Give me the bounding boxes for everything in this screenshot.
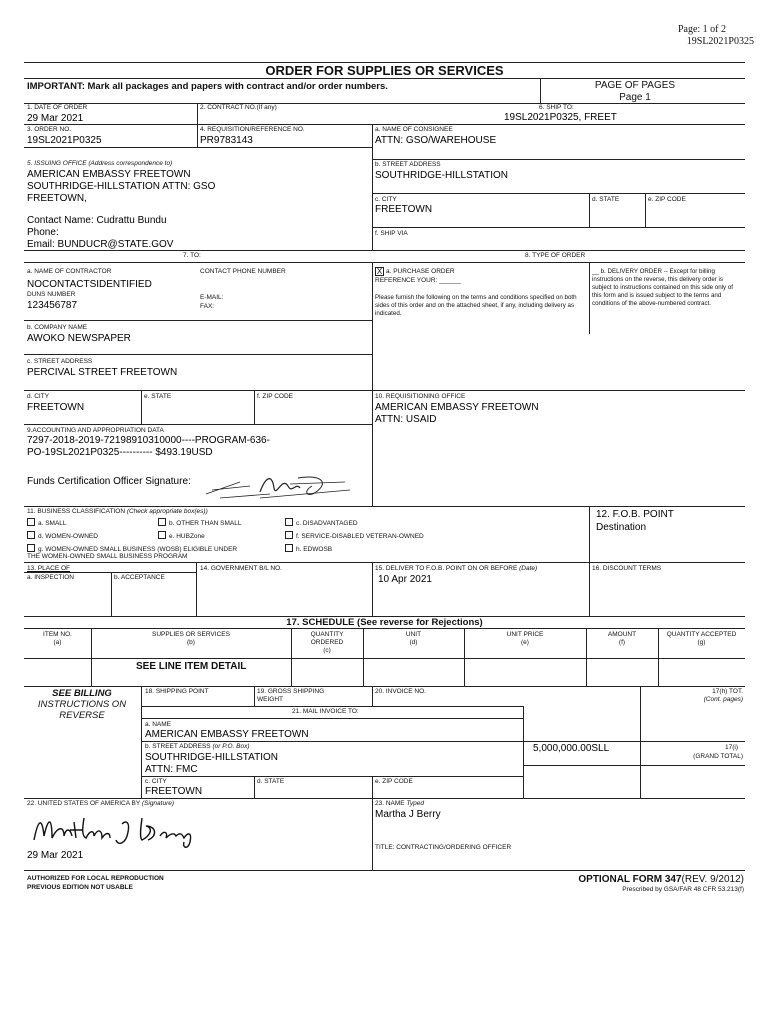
city-label: c. CITY (375, 196, 397, 203)
grand-total-label-1: 17(i) (724, 744, 738, 751)
schedule-header-col (24, 631, 91, 647)
accounting-data-label: 9.ACCOUNTING AND APPROPRIATION DATA (27, 427, 164, 434)
purchase-order-checkbox-mark: X (376, 267, 383, 276)
footer-previous-edition: PREVIOUS EDITION NOT USABLE (27, 884, 133, 891)
type-of-order-label: 8. TYPE OF ORDER (525, 252, 586, 259)
schedule-header-mid: (a) (53, 639, 62, 646)
business-hubzone: e. HUBZone (158, 531, 205, 541)
billing-instructions-2: INSTRUCTIONS ON (37, 699, 127, 710)
contact-phone-label: CONTACT PHONE NUMBER (200, 268, 286, 275)
name-typed-label: 23. NAME Typed (375, 800, 425, 807)
schedule-header-col (363, 631, 464, 647)
see-line-item-detail: SEE LINE ITEM DETAIL (136, 661, 247, 672)
total-cont-pages-1: 17(h) TOT. (712, 688, 743, 695)
contract-no-label: 2. CONTRACT NO.(If any) (200, 104, 277, 111)
contracting-officer-signature (30, 810, 200, 850)
order-no-value: 19SL2021P0325 (27, 135, 102, 146)
disadvantaged-checkbox[interactable] (285, 518, 293, 526)
grand-total-value: 5,000,000.00SLL (533, 743, 610, 754)
schedule-header-col (464, 631, 586, 647)
business-sdvo: f. SERVICE-DISABLED VETERAN-OWNED (285, 531, 424, 541)
schedule-header-top: UNIT (405, 631, 422, 638)
mail-city-value: FREETOWN (145, 786, 203, 797)
billing-instructions-1: SEE BILLING (52, 688, 112, 699)
business-classification-label: 11. BUSINESS CLASSIFICATION (Check appropriate box(es)) (27, 508, 208, 515)
contractor-name-value: NOCONTACTSIDENTIFIED (27, 279, 152, 290)
ship-to-value: 19SL2021P0325, FREET (504, 112, 617, 123)
fob-point-label: 12. F.O.B. POINT (596, 509, 674, 520)
business-women-owned: d. WOMEN-OWNED (27, 531, 98, 541)
important-notice: IMPORTANT: Mark all packages and papers with contract and/or order numbers. (27, 81, 388, 92)
schedule-header-mid: (f) (618, 639, 626, 646)
ship-to-label: 6. SHIP TO: (539, 104, 574, 111)
gross-weight-label-2: WEIGHT (257, 696, 283, 703)
schedule-header-top: QUANTITY (310, 631, 344, 638)
mail-street-line2: ATTN: FMC (145, 764, 198, 775)
contact-phone: Phone: (27, 227, 59, 238)
purchase-order-checkbox[interactable] (375, 267, 384, 276)
fax-label: FAX: (200, 303, 215, 310)
schedule-header-col (586, 631, 658, 647)
consignee-label: a. NAME OF CONSIGNEE (375, 126, 453, 133)
page-of-pages-value: Page 1 (619, 92, 651, 103)
business-edwosb: h. EDWOSB (285, 544, 332, 554)
page-number: Page: 1 of 2 (677, 24, 726, 35)
street-address-value: SOUTHRIDGE-HILLSTATION (375, 170, 508, 181)
business-small: a. SMALL (27, 518, 67, 528)
purchase-order-text: Please furnish the following on the terms and conditions specified on both sides of this order and on the attached sheet, if any, including delivery as indicated. (375, 294, 577, 317)
business-wosb-line2: THE WOMEN-OWNED SMALL BUSINESS PROGRAM (27, 553, 188, 560)
billing-instructions-3: REVERSE (59, 710, 105, 721)
contractor-street-label: c. STREET ADDRESS (27, 358, 93, 365)
requisition-no-label: 4. REQUISITION/REFERENCE NO. (200, 126, 305, 133)
state-label: d. STATE (592, 196, 620, 203)
place-inspection-label: a. INSPECTION (27, 574, 74, 581)
edwosb-checkbox[interactable] (285, 544, 293, 552)
funds-certification-label: Funds Certification Officer Signature: (27, 476, 191, 487)
issuing-office-label: 5. ISSUING OFFICE (Address correspondence to) (27, 160, 173, 167)
sdvo-checkbox[interactable] (285, 531, 293, 539)
form-title: ORDER FOR SUPPLIES OR SERVICES (265, 63, 504, 78)
purchase-order-label: a. PURCHASE ORDER (386, 268, 455, 275)
discount-terms-label: 16. DISCOUNT TERMS (592, 565, 662, 572)
page-of-pages-label: PAGE OF PAGES (594, 80, 676, 91)
contact-email: Email: BUNDUCR@STATE.GOV (27, 239, 174, 250)
schedule-header-top: SUPPLIES OR SERVICES (152, 631, 230, 638)
footer-prescribed: Prescribed by GSA/FAR 48 CFR 53.213(f) (622, 886, 744, 893)
page-reference: 19SL2021P0325 (686, 36, 754, 47)
small-checkbox[interactable] (27, 518, 35, 526)
schedule-header-mid: (b) (187, 639, 195, 646)
schedule-header-mid: ORDERED (310, 639, 344, 646)
date-of-order-value: 29 Mar 2021 (27, 113, 84, 124)
hubzone-checkbox[interactable] (158, 531, 166, 539)
wosb-checkbox[interactable] (27, 544, 35, 552)
mail-street-label: b. STREET ADDRESS (or P.O. Box) (145, 743, 250, 750)
footer-form-name: OPTIONAL FORM 347(REV. 9/2012) (578, 874, 744, 885)
email-label: E-MAIL: (200, 294, 224, 301)
requisitioning-office-line1: AMERICAN EMBASSY FREETOWN (375, 402, 539, 413)
women-owned-checkbox[interactable] (27, 531, 35, 539)
mail-name-value: AMERICAN EMBASSY FREETOWN (145, 729, 309, 740)
contractor-zip-label: f. ZIP CODE (257, 393, 293, 400)
officer-title: TITLE: CONTRACTING/ORDERING OFFICER (375, 844, 512, 851)
mail-zip-label: e. ZIP CODE (375, 778, 413, 785)
contractor-city-value: FREETOWN (27, 402, 85, 413)
schedule-header-top: QUANTITY ACCEPTED (666, 631, 737, 638)
name-typed-value: Martha J Berry (375, 809, 441, 820)
mail-invoice-label: 21. MAIL INVOICE TO: (292, 708, 359, 715)
business-wosb: g. WOMEN-OWNED SMALL BUSINESS (WOSB) ELIGIBLE UNDER (27, 544, 237, 554)
other-than-small-checkbox[interactable] (158, 518, 166, 526)
issuing-office-line3: FREETOWN, (27, 193, 87, 204)
mail-state-label: d. STATE (257, 778, 285, 785)
footer-reproduction: AUTHORIZED FOR LOCAL REPRODUCTION (27, 875, 164, 882)
mail-name-label: a. NAME (145, 721, 172, 728)
deliver-by-value: 10 Apr 2021 (378, 574, 432, 585)
to-label: 7. TO: (183, 252, 201, 259)
business-other-than-small: b. OTHER THAN SMALL (158, 518, 241, 528)
schedule-title: 17. SCHEDULE (See reverse for Rejections) (286, 617, 483, 628)
consignee-value: ATTN: GSO/WAREHOUSE (375, 135, 497, 146)
accounting-data-line2: PO-19SL2021P0325---------- $493.19USD (27, 447, 213, 458)
invoice-no-label: 20. INVOICE NO. (375, 688, 426, 695)
contractor-name-label: a. NAME OF CONTRACTOR (27, 268, 112, 275)
schedule-header-top: AMOUNT (607, 631, 637, 638)
order-no-label: 3. ORDER NO. (27, 126, 72, 133)
issuing-office-line1: AMERICAN EMBASSY FREETOWN (27, 169, 191, 180)
city-value: FREETOWN (375, 204, 433, 215)
contractor-street-value: PERCIVAL STREET FREETOWN (27, 367, 178, 378)
requisitioning-office-label: 10. REQUISITIONING OFFICE (375, 393, 466, 400)
requisition-no-value: PR9783143 (200, 135, 253, 146)
contractor-city-label: d. CITY (27, 393, 50, 400)
grand-total-label-2: (GRAND TOTAL) (693, 753, 743, 760)
government-bl-label: 14. GOVERNMENT B/L NO. (200, 565, 282, 572)
requisitioning-office-line2: ATTN: USAID (375, 414, 437, 425)
place-of-label: 13. PLACE OF (27, 565, 70, 572)
schedule-header-bot: (c) (323, 647, 331, 654)
accounting-data-line1: 7297-2018-2019-72198910310000----PROGRAM-636- (27, 435, 270, 446)
schedule-header-top: ITEM NO. (43, 631, 72, 638)
schedule-header-top: UNIT PRICE (506, 631, 544, 638)
fob-point-value: Destination (596, 522, 647, 533)
schedule-header-mid: (e) (521, 639, 529, 646)
duns-value: 123456787 (27, 300, 78, 311)
duns-label: DUNS NUMBER (27, 291, 76, 298)
total-cont-pages-2: (Cont. pages) (703, 696, 743, 703)
delivery-order-text: __ b. DELIVERY ORDER -- Except for billing instructions on the reverse, this delivery order is subject to instructions contained on this side only of this form and is issued subject to the terms and conditions of the above-numbered contract. (592, 268, 734, 307)
date-of-order-label: 1. DATE OF ORDER (27, 104, 88, 111)
gross-weight-label-1: 19. GROSS SHIPPING (257, 688, 325, 695)
contact-name: Contact Name: Cudrattu Bundu (27, 215, 167, 226)
schedule-header-col (658, 631, 745, 647)
mail-city-label: c. CITY (145, 778, 167, 785)
deliver-by-label: 15. DELIVER TO F.O.B. POINT ON OR BEFORE (Date) (375, 565, 538, 572)
schedule-header-mid: (d) (409, 639, 418, 646)
place-acceptance-label: b. ACCEPTANCE (114, 574, 165, 581)
zip-code-label: e. ZIP CODE (648, 196, 686, 203)
signature-date: 29 Mar 2021 (27, 850, 84, 861)
company-name-value: AWOKO NEWSPAPER (27, 333, 131, 344)
usa-signature-label: 22. UNITED STATES OF AMERICA BY (Signature) (27, 800, 175, 807)
mail-street-line1: SOUTHRIDGE-HILLSTATION (145, 752, 278, 763)
ship-via-label: f. SHIP VIA (375, 230, 408, 237)
shipping-point-label: 18. SHIPPING POINT (145, 688, 209, 695)
schedule-header-mid: (g) (697, 639, 706, 646)
schedule-header-col (91, 631, 291, 647)
contractor-state-label: e. STATE (144, 393, 172, 400)
purchase-order-reference: REFERENCE YOUR: ______ (375, 277, 461, 284)
business-disadvantaged: c. DISADVANTAGED (285, 518, 358, 528)
funds-certification-signature (200, 468, 360, 504)
company-name-label: b. COMPANY NAME (27, 324, 88, 331)
street-address-label: b. STREET ADDRESS (375, 161, 441, 168)
schedule-header-col (291, 631, 363, 655)
issuing-office-line2: SOUTHRIDGE-HILLSTATION ATTN: GSO (27, 181, 216, 192)
